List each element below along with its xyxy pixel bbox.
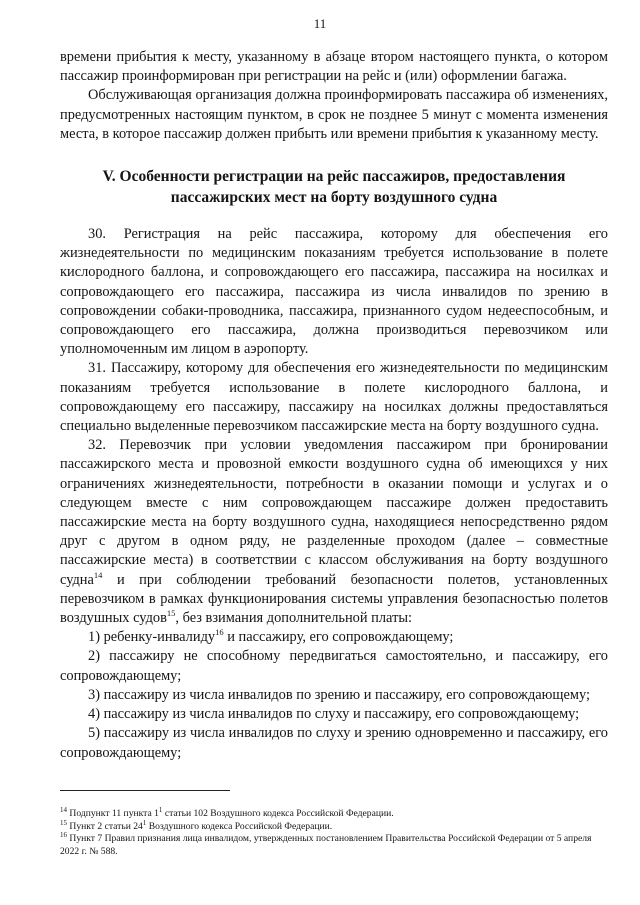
page-number: 11 — [313, 16, 327, 31]
clause-32-part2: и при соблюдении требований безопасности полетов, установленных перевозчиком в рамках функционирования системы управления безопасностью полетов воздушных судов — [60, 571, 608, 627]
footnote-ref-16: 16 — [215, 627, 224, 638]
footnote-14-sup: 1 — [158, 806, 163, 814]
footnote-16-text: Пункт 7 Правил признания лица инвалидом, утвержденных постановлением Правительства Российской Федерации от 5 апреля 2022 г. № 588. — [60, 833, 592, 857]
footnotes — [60, 808, 608, 858]
footnote-15-sup: 1 — [142, 818, 147, 827]
section-heading: V. Особенности регистрации на рейс пассажиров, предоставления пассажирских мест на борту воздушного судна — [102, 168, 566, 207]
list-item-2: 2) пассажиру не способному передвигаться самостоятельно, и пассажиру, его сопровождающему; — [60, 648, 608, 684]
footnote-16-number: 16 — [60, 831, 67, 840]
clause-30: 30. Регистрация на рейс пассажира, которому для обеспечения его жизнедеятельности по медицинским показаниям требуется использование в полете кислородного баллона, и сопровождающего его пассажира, пассажира на носилках и сопровождающего его пассажира, пассажира из числа инвалидов по зрению в сопровождении собаки-проводника, пассажира, признанного судом недееспособным, и сопровождающего его пассажира, должна производиться перевозчиком или уполномоченным им лицом в аэропорту. — [60, 226, 608, 358]
list-item-5: 5) пассажиру из числа инвалидов по слуху и зрению одновременно и пассажиру, его сопровождающему; — [60, 725, 608, 761]
footnote-ref-15: 15 — [166, 608, 176, 619]
list-item-1-after: и пассажиру, его сопровождающему; — [223, 629, 454, 646]
footnote-15-text-a: Пункт 2 статьи 24 — [67, 820, 143, 832]
list-item-1 — [60, 628, 608, 647]
paragraph-continued: времени прибытия к месту, указанному в абзаце втором настоящего пункта, о котором пассажир проинформирован при регистрации на рейс и (или) оформлении багажа. — [60, 49, 608, 85]
footnote-14-number: 14 — [60, 806, 67, 814]
document-body — [60, 48, 608, 763]
footnote-15 — [60, 818, 608, 834]
list-item-1-before: 1) ребенку-инвалиду — [88, 629, 216, 646]
list-item-4: 4) пассажиру из числа инвалидов по слуху и пассажиру, его сопровождающему; — [88, 706, 580, 723]
footnote-separator — [60, 790, 230, 791]
clause-31: 31. Пассажиру, которому для обеспечения его жизнедеятельности по медицинским показаниям требуется использование в полете кислородного баллона, и сопровождающему его пассажиру, пассажиру на носилках должны предоставляться специально выделенные перевозчиком пассажирские места на борту воздушного судна. — [60, 360, 608, 435]
footnote-ref-14: 14 — [93, 569, 103, 580]
clause-32 — [60, 436, 608, 628]
clause-32-part1: 32. Перевозчик при условии уведомления пассажиром при бронировании пассажирского места и провозной емкости воздушного судна об имеющихся у них ограничениях жизнедеятельности, потребности в оказании помощи и услугах и о следующем вместе с ним сопровождающем пассажире должен предоставить пассажирские места на борту воздушного судна, находящиеся непосредственно рядом друг с другом в одном ряду, не разделенные проходом (далее – совместные пассажирские места) в соответствии с классом обслуживания на борту воздушного судна — [60, 437, 608, 588]
paragraph-notification: Обслуживающая организация должна проинформировать пассажира об изменениях, предусмотренных настоящим пунктом, в срок не позднее 5 минут с момента изменения места, в которое пассажир должен прибыть или времени прибытия к указанному месту. — [60, 87, 608, 142]
clause-32-part3: , без взимания дополнительной платы: — [175, 610, 413, 627]
footnote-16 — [60, 833, 608, 858]
footnote-15-number: 15 — [60, 818, 67, 827]
footnote-15-text-b: Воздушного кодекса Российской Федерации. — [146, 820, 333, 832]
list-item-3: 3) пассажиру из числа инвалидов по зрению и пассажиру, его сопровождающему; — [88, 686, 590, 703]
footnote-14-text-a: Подпункт 11 пункта 1 — [67, 808, 159, 819]
footnote-14-text-b: статьи 102 Воздушного кодекса Российской Федерации. — [162, 808, 394, 819]
